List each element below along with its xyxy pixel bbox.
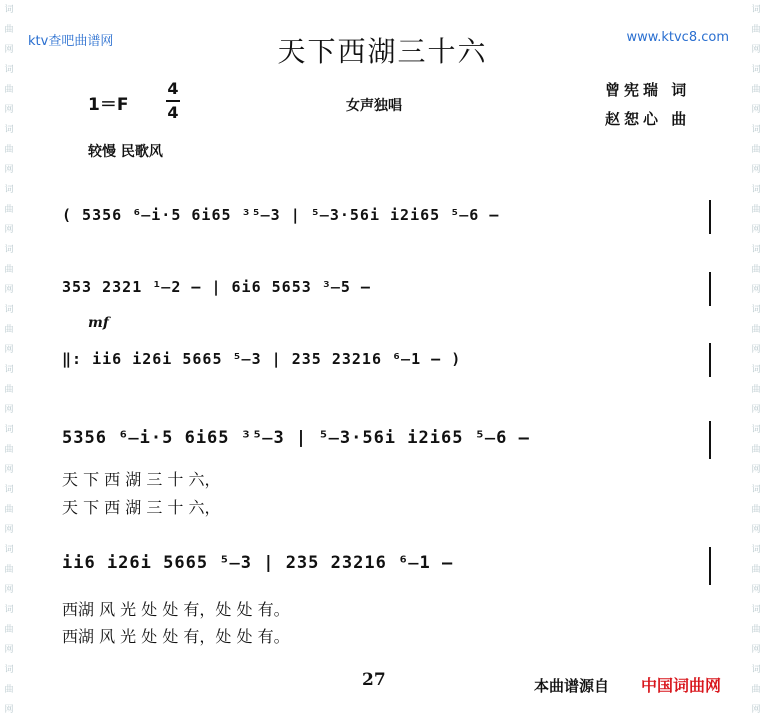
lyric-line-2b: 西湖 风 光 处 处 有，处 处 有。 [62,627,290,646]
performance-type: 女声独唱 [346,98,402,114]
barline-5 [709,547,711,585]
staff-line-4: 5356 ⁶̶i·5 6i65 ³⁵̶3 | ⁵̶3·56i i2i65 ⁵̶6 — [62,428,530,448]
staff-line-1: ( 5356 ⁶̶i·5 6i65 ³⁵̶3 | ⁵̶3·56i i2i65 ⁵̶6 — [62,206,500,224]
lyric-line-1a: 天 下 西 湖 三 十 六， [62,470,221,489]
time-signature [166,79,180,123]
staff-line-2: 353 2321 ¹̶2 — | 6i6 5653 ³̶5 — [62,278,371,296]
time-top: 4 [167,79,179,98]
time-bottom: 4 [167,103,179,122]
site-link-left[interactable]: ktv查吧曲谱网 [28,34,114,49]
page-number: 27 [362,670,386,690]
source-label: 本曲谱源自 [534,677,610,695]
barline-2 [709,272,711,306]
watermark-right: 词曲网词曲网词曲网词曲网词曲网词曲网词曲网词曲网词曲网词曲网词曲网词曲网 [751,5,761,715]
barline-3 [709,343,711,377]
staff-line-5: ii6 i26i 5665 ⁵̶3 | 235 23216 ⁶̶1 — [62,553,454,573]
staff-line-3: ‖: ii6 i26i 5665 ⁵̶3 | 235 23216 ⁶̶1 — ) [62,350,462,368]
lyric-line-2a: 西湖 风 光 处 处 有，处 处 有。 [62,600,290,619]
lyricist-credit: 曾宪瑞 词 [605,81,691,99]
composer-credit: 赵恕心 曲 [605,110,691,128]
source-site-link[interactable]: 中国词曲网 [641,676,722,695]
barline-1 [709,200,711,234]
time-divider [166,100,180,102]
lyric-line-1b: 天 下 西 湖 三 十 六， [62,498,221,517]
dynamic-marking: mf [88,315,109,331]
key-signature: 1＝F [88,95,129,115]
site-link-right[interactable]: www.ktvc8.com [626,30,729,45]
watermark-left: 词曲网词曲网词曲网词曲网词曲网词曲网词曲网词曲网词曲网词曲网词曲网词曲网 [4,5,14,715]
song-title: 天下西湖三十六 [277,35,488,68]
barline-4 [709,421,711,459]
tempo-marking: 较慢 民歌风 [88,144,163,160]
